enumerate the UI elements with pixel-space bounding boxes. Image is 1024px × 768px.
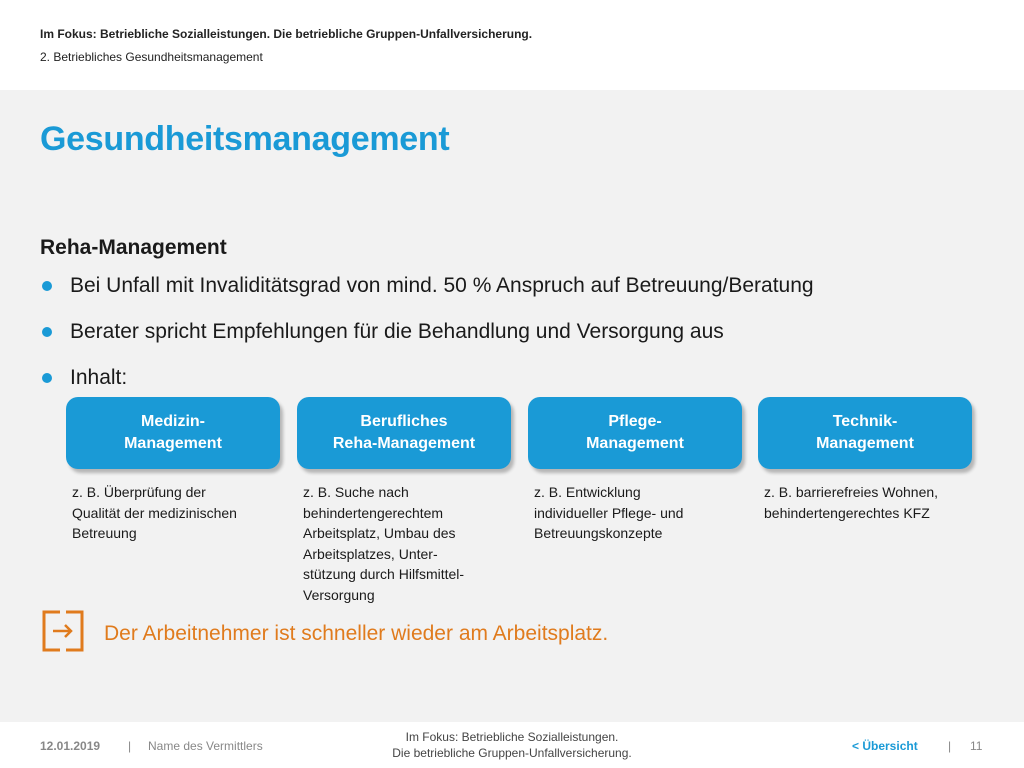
footer-agent-name: Name des Vermittlers — [148, 739, 263, 753]
box-label-line2: Management — [124, 435, 222, 452]
care-management-description — [534, 482, 754, 544]
arrow-right-box-icon — [40, 608, 86, 654]
vocational-rehab-description — [303, 482, 523, 605]
medical-management-description — [72, 482, 292, 544]
slide-header — [0, 0, 1024, 90]
description-line: z. B. Suche nach — [303, 484, 409, 500]
box-label-line1: Medizin- — [141, 413, 205, 430]
footer-date: 12.01.2019 — [40, 739, 101, 753]
technical-management-box — [758, 397, 972, 469]
box-label-line1: Berufliches — [360, 413, 448, 430]
technical-management-description — [764, 482, 984, 523]
description-line: behindertengerechtem — [303, 504, 444, 521]
medical-management-box — [66, 397, 280, 469]
conclusion-text: Der Arbeitnehmer ist schneller wieder am Arbeitsplatz. — [104, 622, 609, 645]
description-line: z. B. Überprüfung der — [72, 484, 206, 500]
box-label-line1: Pflege- — [608, 413, 662, 430]
bullet-text: Inhalt: — [70, 366, 128, 389]
description-line: behindertengerechtes KFZ — [764, 504, 930, 521]
description-line: Qualität der medizinischen — [72, 504, 237, 521]
footer-separator: | — [128, 739, 132, 753]
description-line: individueller Pflege- und — [534, 504, 684, 521]
bullet-text: Berater spricht Empfehlungen für die Behandlung und Versorgung aus — [70, 320, 724, 343]
box-label-line2: Reha-Management — [332, 435, 476, 452]
description-line: z. B. Entwicklung — [534, 484, 641, 500]
header-title: Im Fokus: Betriebliche Sozialleistungen. Die betriebliche Gruppen-Unfallversicherung. — [40, 27, 533, 41]
box-label-line2: Management — [586, 435, 684, 452]
description-line: z. B. barrierefreies Wohnen, — [764, 484, 939, 500]
box-label-line1: Technik- — [832, 413, 898, 430]
footer-center-line2: Die betriebliche Gruppen-Unfallversicherung. — [392, 746, 632, 760]
slide-footer — [0, 722, 1024, 768]
description-line: Betreuungskonzepte — [534, 525, 663, 541]
vocational-rehab-box — [297, 397, 511, 469]
description-line: Arbeitsplatz, Umbau des — [303, 525, 456, 541]
overview-link[interactable]: < Übersicht — [852, 739, 918, 753]
bullet-list — [40, 274, 814, 412]
bullet-dot-icon — [42, 327, 52, 337]
header-subtitle: 2. Betriebliches Gesundheitsmanagement — [40, 50, 263, 64]
care-management-box — [528, 397, 742, 469]
footer-separator: | — [948, 739, 952, 753]
box-label-line2: Management — [816, 435, 914, 452]
footer-center-text — [340, 722, 684, 761]
slide-content — [0, 90, 1024, 722]
description-line: stützung durch Hilfsmittel- — [303, 566, 465, 582]
page-number: 11 — [970, 739, 983, 753]
bullet-dot-icon — [42, 281, 52, 291]
bullet-dot-icon — [42, 373, 52, 383]
list-item — [40, 274, 814, 320]
description-line: Arbeitsplatzes, Unter- — [303, 545, 438, 562]
description-line: Versorgung — [303, 586, 375, 603]
list-item — [40, 320, 814, 366]
page-title: Gesundheitsmanagement — [40, 120, 450, 158]
footer-center-line1: Im Fokus: Betriebliche Sozialleistungen. — [405, 730, 619, 744]
description-line: Betreuung — [72, 525, 137, 541]
section-heading: Reha-Management — [40, 236, 227, 259]
bullet-text: Bei Unfall mit Invaliditätsgrad von mind. 50 % Anspruch auf Betreuung/Beratung — [70, 274, 814, 297]
